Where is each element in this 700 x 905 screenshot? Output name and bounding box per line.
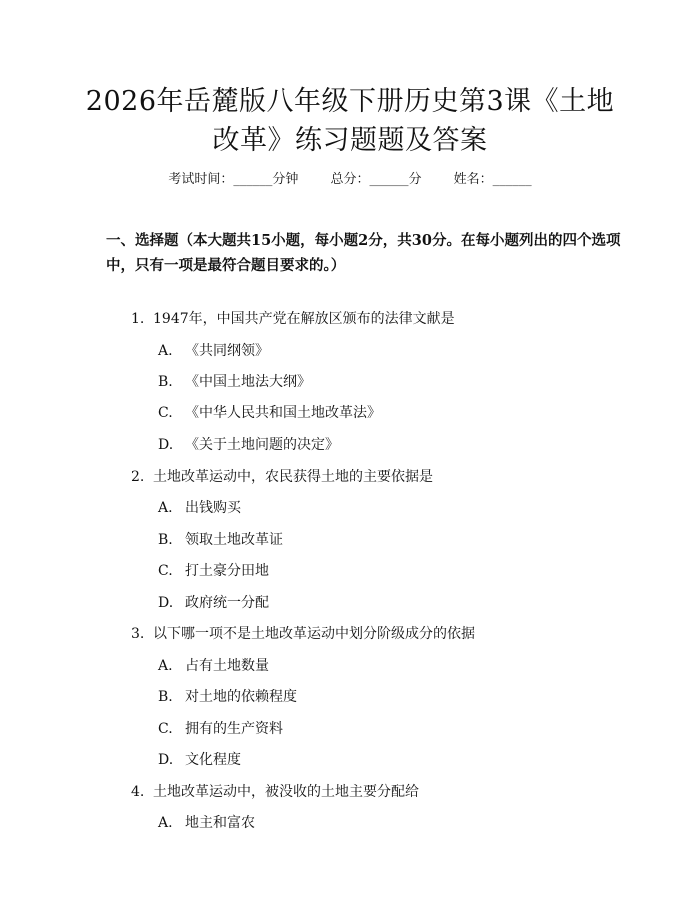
option-2c xyxy=(158,560,269,580)
question-text: 以下哪一项不是土地改革运动中划分阶级成分的依据 xyxy=(153,626,475,642)
option-letter: B. xyxy=(158,689,173,705)
option-1b xyxy=(158,371,311,391)
option-1c xyxy=(158,402,381,422)
question-2 xyxy=(131,466,433,486)
option-text: 《共同纲领》 xyxy=(185,343,269,359)
title-line-1: 2026年岳麓版八年级下册历史第3课《土地 xyxy=(85,86,615,117)
exam-info xyxy=(0,168,700,187)
option-letter: D. xyxy=(158,595,174,611)
option-text: 《中华人民共和国土地改革法》 xyxy=(185,405,381,421)
option-4a xyxy=(158,812,255,832)
title-line-2: 改革》练习题题及答案 xyxy=(212,125,488,156)
option-text: 占有土地数量 xyxy=(185,658,269,674)
option-letter: C. xyxy=(158,721,173,737)
question-1 xyxy=(131,308,455,328)
option-letter: C. xyxy=(158,563,173,579)
question-text: 土地改革运动中，农民获得土地的主要依据是 xyxy=(153,469,433,485)
option-2b xyxy=(158,529,283,549)
option-letter: A. xyxy=(158,500,173,516)
option-1d xyxy=(158,434,339,454)
document-title xyxy=(60,82,640,160)
option-2d xyxy=(158,592,269,612)
option-text: 领取土地改革证 xyxy=(185,532,283,548)
option-letter: A. xyxy=(158,815,173,831)
option-3d xyxy=(158,749,241,769)
option-letter: B. xyxy=(158,374,173,390)
option-3b xyxy=(158,686,297,706)
option-letter: D. xyxy=(158,437,174,453)
exam-time: 考试时间：______分钟 xyxy=(168,172,299,187)
option-text: 打土豪分田地 xyxy=(185,563,269,579)
student-name: 姓名：______ xyxy=(453,172,532,187)
option-text: 出钱购买 xyxy=(185,500,241,516)
section-heading: 一、选择题（本大题共15小题，每小题2分，共30分。在每小题列出的四个选项中，只有一项是最符合题目要求的。） xyxy=(106,232,621,274)
option-2a xyxy=(158,497,241,517)
question-3 xyxy=(131,623,475,643)
option-letter: B. xyxy=(158,532,173,548)
option-3c xyxy=(158,718,283,738)
option-text: 对土地的依赖程度 xyxy=(185,689,297,705)
option-text: 文化程度 xyxy=(185,752,241,768)
total-score: 总分：______分 xyxy=(330,172,422,187)
option-text: 地主和富农 xyxy=(185,815,255,831)
option-text: 政府统一分配 xyxy=(185,595,269,611)
question-number: 4. xyxy=(131,784,145,800)
question-number: 2. xyxy=(131,469,145,485)
option-letter: A. xyxy=(158,658,173,674)
question-number: 3. xyxy=(131,626,145,642)
option-letter: D. xyxy=(158,752,174,768)
option-text: 《关于土地问题的决定》 xyxy=(185,437,339,453)
option-text: 拥有的生产资料 xyxy=(185,721,283,737)
question-text: 1947年，中国共产党在解放区颁布的法律文献是 xyxy=(153,311,455,327)
option-text: 《中国土地法大纲》 xyxy=(185,374,311,390)
option-3a xyxy=(158,655,269,675)
question-text: 土地改革运动中，被没收的土地主要分配给 xyxy=(153,784,419,800)
question-4 xyxy=(131,781,419,801)
question-number: 1. xyxy=(131,311,145,327)
option-letter: A. xyxy=(158,343,173,359)
option-1a xyxy=(158,340,269,360)
option-letter: C. xyxy=(158,405,173,421)
